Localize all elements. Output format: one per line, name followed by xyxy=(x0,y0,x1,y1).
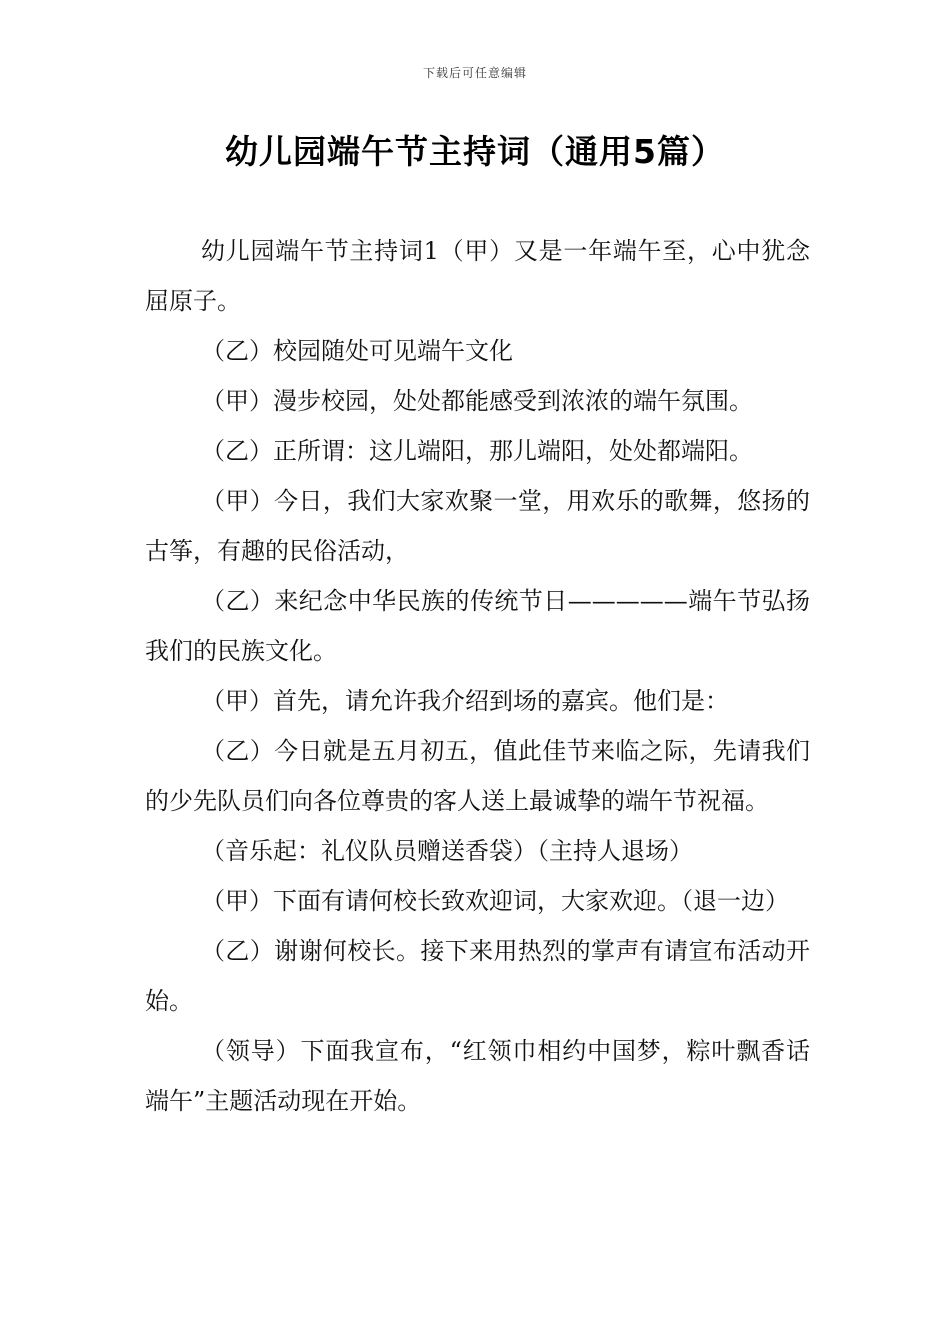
paragraph: （乙）校园随处可见端午文化 xyxy=(201,337,513,365)
paragraph: （乙）谢谢何校长。接下来用热烈的掌声有请宣布活动开始。 xyxy=(145,937,810,1015)
paragraph: （甲）下面有请何校长致欢迎词，大家欢迎。（退一边） xyxy=(201,887,789,915)
paragraph: （领导）下面我宣布，“红领巾相约中国梦，粽叶飘香话端午”主题活动现在开始。 xyxy=(145,1037,810,1115)
paragraph: （乙）今日就是五月初五，值此佳节来临之际，先请我们的少先队员们向各位尊贵的客人送上最诚挚的端午节祝福。 xyxy=(145,737,810,815)
document-body xyxy=(145,226,810,1126)
paragraph: （乙）来纪念中华民族的传统节日—————端午节弘扬我们的民族文化。 xyxy=(145,587,810,665)
paragraph: （甲）首先，请允许我介绍到场的嘉宾。他们是： xyxy=(201,687,729,715)
paragraph: （甲）今日，我们大家欢聚一堂，用欢乐的歌舞，悠扬的古筝，有趣的民俗活动， xyxy=(145,487,810,565)
paragraph: （乙）正所谓：这儿端阳，那儿端阳，处处都端阳。 xyxy=(201,437,753,465)
paragraph: （音乐起：礼仪队员赠送香袋）（主持人退场） xyxy=(201,837,693,865)
paragraph: 幼儿园端午节主持词1（甲）又是一年端午至，心中犹念屈原子。 xyxy=(145,237,810,315)
header-note: 下载后可任意编辑 xyxy=(422,66,527,80)
paragraph: （甲）漫步校园，处处都能感受到浓浓的端午氛围。 xyxy=(201,387,753,415)
document-title: 幼儿园端午节主持词（通用5篇） xyxy=(225,132,725,171)
